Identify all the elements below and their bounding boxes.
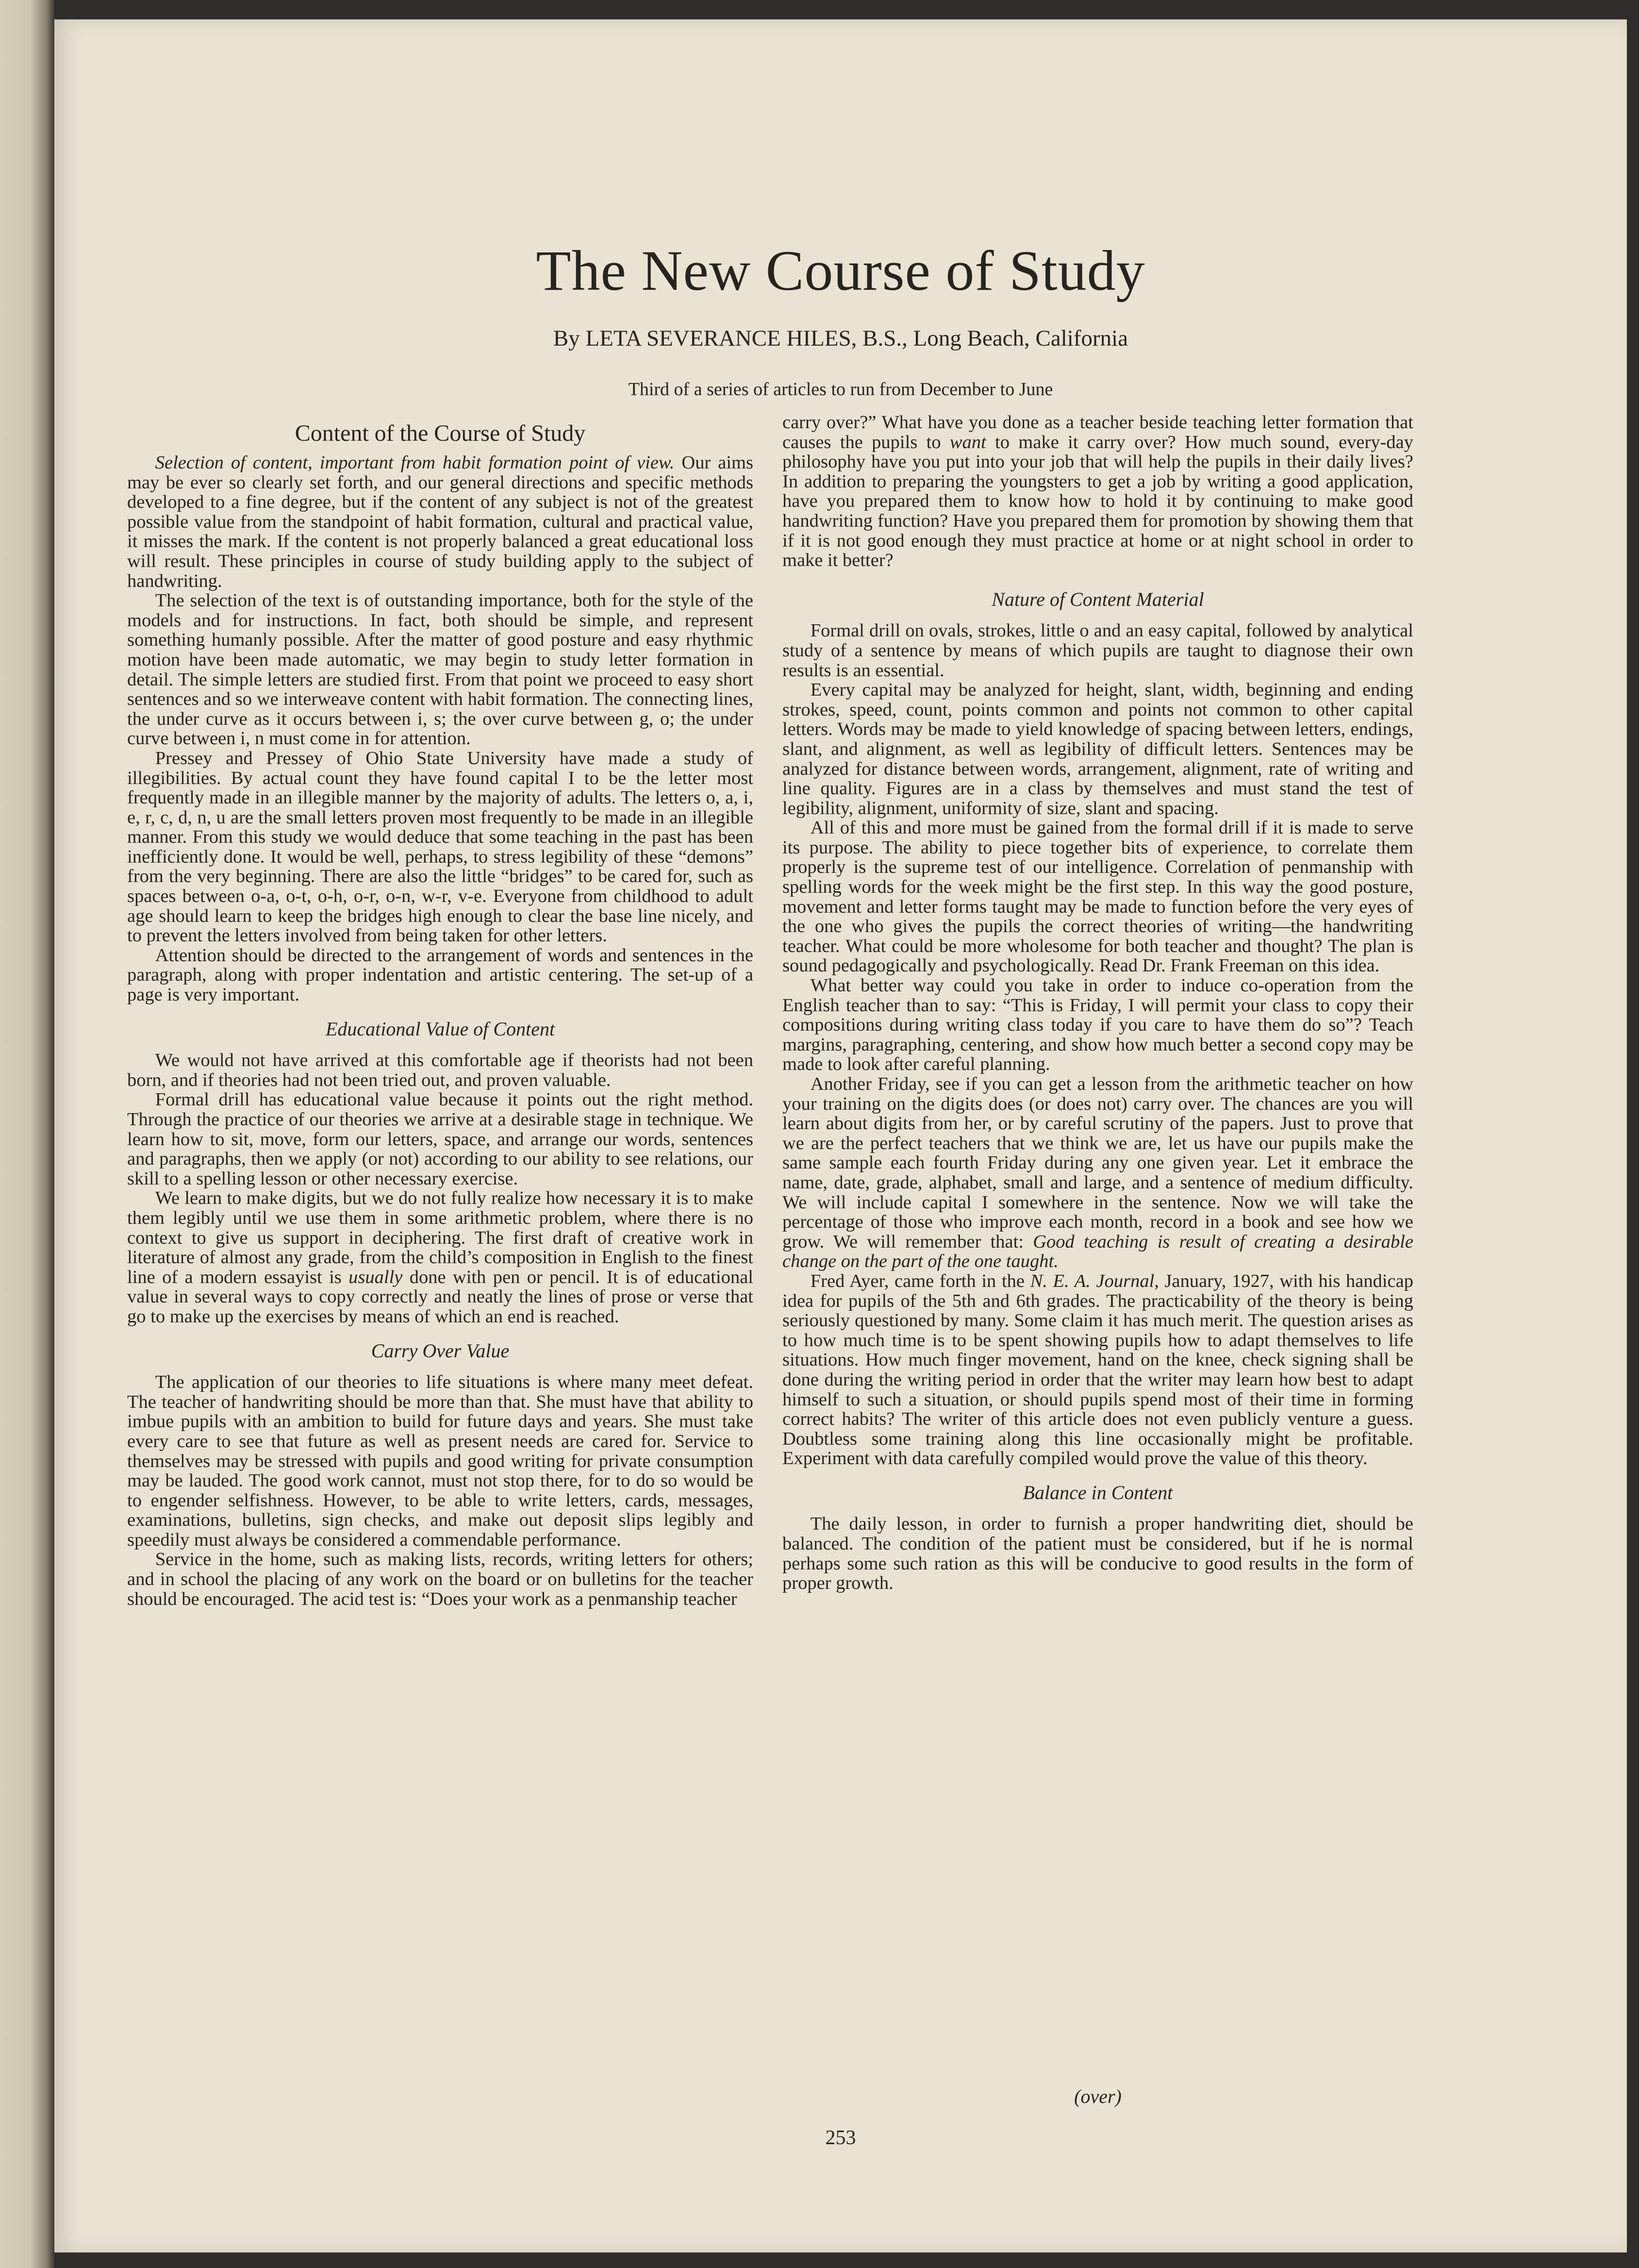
article-title: The New Course of Study	[536, 239, 1145, 302]
series-note: Third of a series of articles to run from December to June	[628, 379, 1053, 400]
paragraph: The application of our theories to life situations is where many meet defeat. The teacher of handwriting should be more than that. She must have that ability to imbue pupils with an ambition to build for future days and years. She must take every care to see that future as well as present needs are cared for. Service to themselves may be stressed with pupils and good writing for private consumption may be lauded. The good work cannot, must not stop there, for to do so would be to engender selfishness. However, to be able to write letters, cards, messages, examinations, bulletins, sign checks, and make out deposit slips legibly and speedily must always be considered a commendable performance.	[127, 1372, 753, 1550]
page-number: 253	[825, 2127, 856, 2149]
emphasis: Good teaching is result of creating a desirable change on the part of the one taught.	[782, 1231, 1413, 1272]
subheading: Educational Value of Content	[325, 1017, 555, 1040]
paragraph	[127, 453, 753, 591]
paragraph: The selection of the text is of outstanding importance, both for the style of the models and for instructions. In fact, both should be simple, and represent something humanly possible. After the matter of good posture and easy rhythmic motion have been made automatic, we may begin to study letter formation in detail. The simple letters are studied first. From that point we proceed to easy short sentences and so we interweave content with habit formation. The connecting lines, the under curve as it occurs between i, s; the over curve between g, o; the under curve between i, n must come in for attention.	[127, 590, 753, 749]
paragraph-lead: Selection of content, important from habit formation point of view.	[155, 452, 675, 473]
paragraph: Formal drill has educational value because it points out the right method. Through the practice of our theories we arrive at a desirable stage in technique. We learn how to sit, move, form our letters, space, and arrange our words, sentences and paragraphs, then we apply (or not) according to our ability to see relations, our skill to a spelling lesson or other necessary exercise.	[127, 1089, 753, 1189]
paragraph: Formal drill on ovals, strokes, little o and an easy capital, followed by analytical study of a sentence by means of which pupils are taught to diagnose their own results is an essential.	[782, 620, 1413, 681]
subheading: Nature of Content Material	[992, 588, 1204, 610]
paragraph	[782, 1074, 1413, 1271]
left-column	[127, 420, 753, 1609]
right-column	[782, 413, 1413, 1593]
paragraph	[127, 1188, 753, 1326]
paragraph-text: January, 1927, with his handicap idea for pupils of the 5th and 6th grades. The practicability of the theory is being seriously questioned by many. Some claim it has much merit. The question arises as to how much time is to be spent showing pupils how to adapt themselves to life situations. How much finger movement, hand on the knee, check signing shall be done during the writing period in order that the writer may learn how best to adapt himself to such a situation, or should pupils spend most of their time in forming correct habits? The writer of this article does not even publicly venture a guess. Doubtless some training along this line occasionally might be profitable. Experiment with data carefully compiled would prove the value of this theory.	[782, 1270, 1413, 1469]
book-spine-edge	[0, 0, 54, 2268]
subheading: Carry Over Value	[371, 1339, 510, 1362]
paragraph	[782, 1271, 1413, 1468]
paragraph: All of this and more must be gained from the formal drill if it is made to serve its purpose. The ability to piece together bits of experience, to correlate them properly is the supreme test of our intelligence. Correlation of penmanship with spelling words for the week might be the first step. In this way the good posture, movement and letter forms taught may be made to function before the very eyes of the one who gives the pupils the correct theories of writing—the handwriting teacher. What could be more wholesome for both teacher and thought? The plan is sound pedagogically and psychologically. Read Dr. Frank Freeman on this idea.	[782, 817, 1413, 976]
paragraph-text: carry over?” What have you done as a teacher beside teaching letter formation that causes the pupils to	[782, 412, 1413, 452]
magazine-page	[54, 19, 1627, 2252]
emphasis: want	[949, 432, 986, 452]
emphasis: usually	[348, 1267, 403, 1287]
paragraph-text: We learn to make digits, but we do not fully realize how necessary it is to make them legibly until we use them in some arithmetic problem, where there is no context to give us support in deciphering. The first draft of creative work in literature of almost any grade, from the child’s composition in English to the finest line of a modern essayist is	[127, 1188, 753, 1287]
subheading: Balance in Content	[1023, 1481, 1173, 1503]
paragraph: We would not have arrived at this comfortable age if theorists had not been born, and if theories had not been tried out, and proven valuable.	[127, 1050, 753, 1090]
paragraph: Every capital may be analyzed for height, slant, width, beginning and ending strokes, speed, count, points common and points not common to other capital letters. Words may be made to yield knowledge of spacing between letters, endings, slant, and alignment, as well as legibility of difficult letters. Sentences may be analyzed for distance between words, arrangement, alignment, rate of writing and line quality. Figures are in a class by themselves and must stand the test of legibility, alignment, uniformity of size, slant and spacing.	[782, 680, 1413, 818]
paragraph: Pressey and Pressey of Ohio State University have made a study of illegibilities. By actual count they have found capital I to be the letter most frequently made in an illegible manner by the majority of adults. The letters o, a, i, e, r, c, d, n, u are the small letters proven most frequently to be made in an illegible manner. From this study we would deduce that some teaching in the past has been inefficiently done. It would be well, perhaps, to stress legibility of these “demons” from the very beginning. There are also the little “bridges” to be cared for, such as spaces between o-a, o-t, o-h, o-r, o-n, w-r, v-e. Everyone from childhood to adult age should learn to keep the bridges high enough to clear the base line nicely, and to prevent the letters involved from being taken for other letters.	[127, 748, 753, 946]
paragraph: What better way could you take in order to induce co-operation from the English teacher than to say: “This is Friday, I will permit your class to copy their compositions during writing class today if you care to have them do so”? Teach margins, paragraphing, centering, and show how much better a second copy may be made to look after careful planning.	[782, 975, 1413, 1075]
paragraph: The daily lesson, in order to furnish a proper handwriting diet, should be balanced. The condition of the patient must be considered, but if he is normal perhaps some such ration as this will be conducive to good results in the form of proper growth.	[782, 1514, 1413, 1594]
paragraph	[782, 413, 1413, 570]
emphasis: N. E. A. Journal,	[1030, 1270, 1159, 1291]
paragraph: Attention should be directed to the arrangement of words and sentences in the paragraph, along with proper indentation and artistic centering. The set-up of a page is very important.	[127, 945, 753, 1005]
paragraph-text: Another Friday, see if you can get a lesson from the arithmetic teacher on how your training on the digits does (or does not) carry over. The chances are you will learn about digits from her, or by careful scrutiny of the papers. Just to prove that we are the perfect teachers that we think we are, let us have our pupils make the same sample each fourth Friday during any one given year. Let it embrace the name, date, grade, alphabet, small and large, and a sentence of medium difficulty. We will include capital I somewhere in the sentence. Now we will take the percentage of those who improve each month, record in a book and see how we grow. We will remember that:	[782, 1074, 1413, 1252]
paragraph-text: to make it carry over? How much sound, every-day philosophy have you put into your job that will help the pupils in their daily lives? In addition to preparing the youngsters to get a job by writing a good application, have you prepared them to know how to hold it by continuing to make good handwriting function? Have you prepared them for promotion by showing them that if it is not good enough they must practice at home or at night school in order to make it better?	[782, 432, 1413, 571]
paragraph-text: Our aims may be ever so clearly set forth, and our general directions and specific methods developed to a fine degree, but if the content of any subject is not of the greatest possible value from the standpoint of habit formation, cultural and practical value, it misses the mark. If the content is not properly balanced a great educational loss will result. These principles in course of study building apply to the subject of handwriting.	[127, 452, 754, 591]
paragraph: Service in the home, such as making lists, records, writing letters for others; and in school the placing of any work on the board or on bulletins for the teacher should be encouraged. The acid test is: “Does your work as a penmanship teacher	[127, 1549, 753, 1609]
article-byline: By LETA SEVERANCE HILES, B.S., Long Beach, California	[553, 326, 1128, 351]
continued-note: (over)	[1074, 2085, 1122, 2107]
section-heading: Content of the Course of Study	[295, 420, 586, 446]
paragraph-text: Fred Ayer, came forth in the	[810, 1270, 1030, 1291]
paragraph-text: done with pen or pencil. It is of educational value in several ways to copy correctly and neatly the lines of prose or verse that go to make up the exercises by means of which an end is reached.	[127, 1267, 753, 1327]
